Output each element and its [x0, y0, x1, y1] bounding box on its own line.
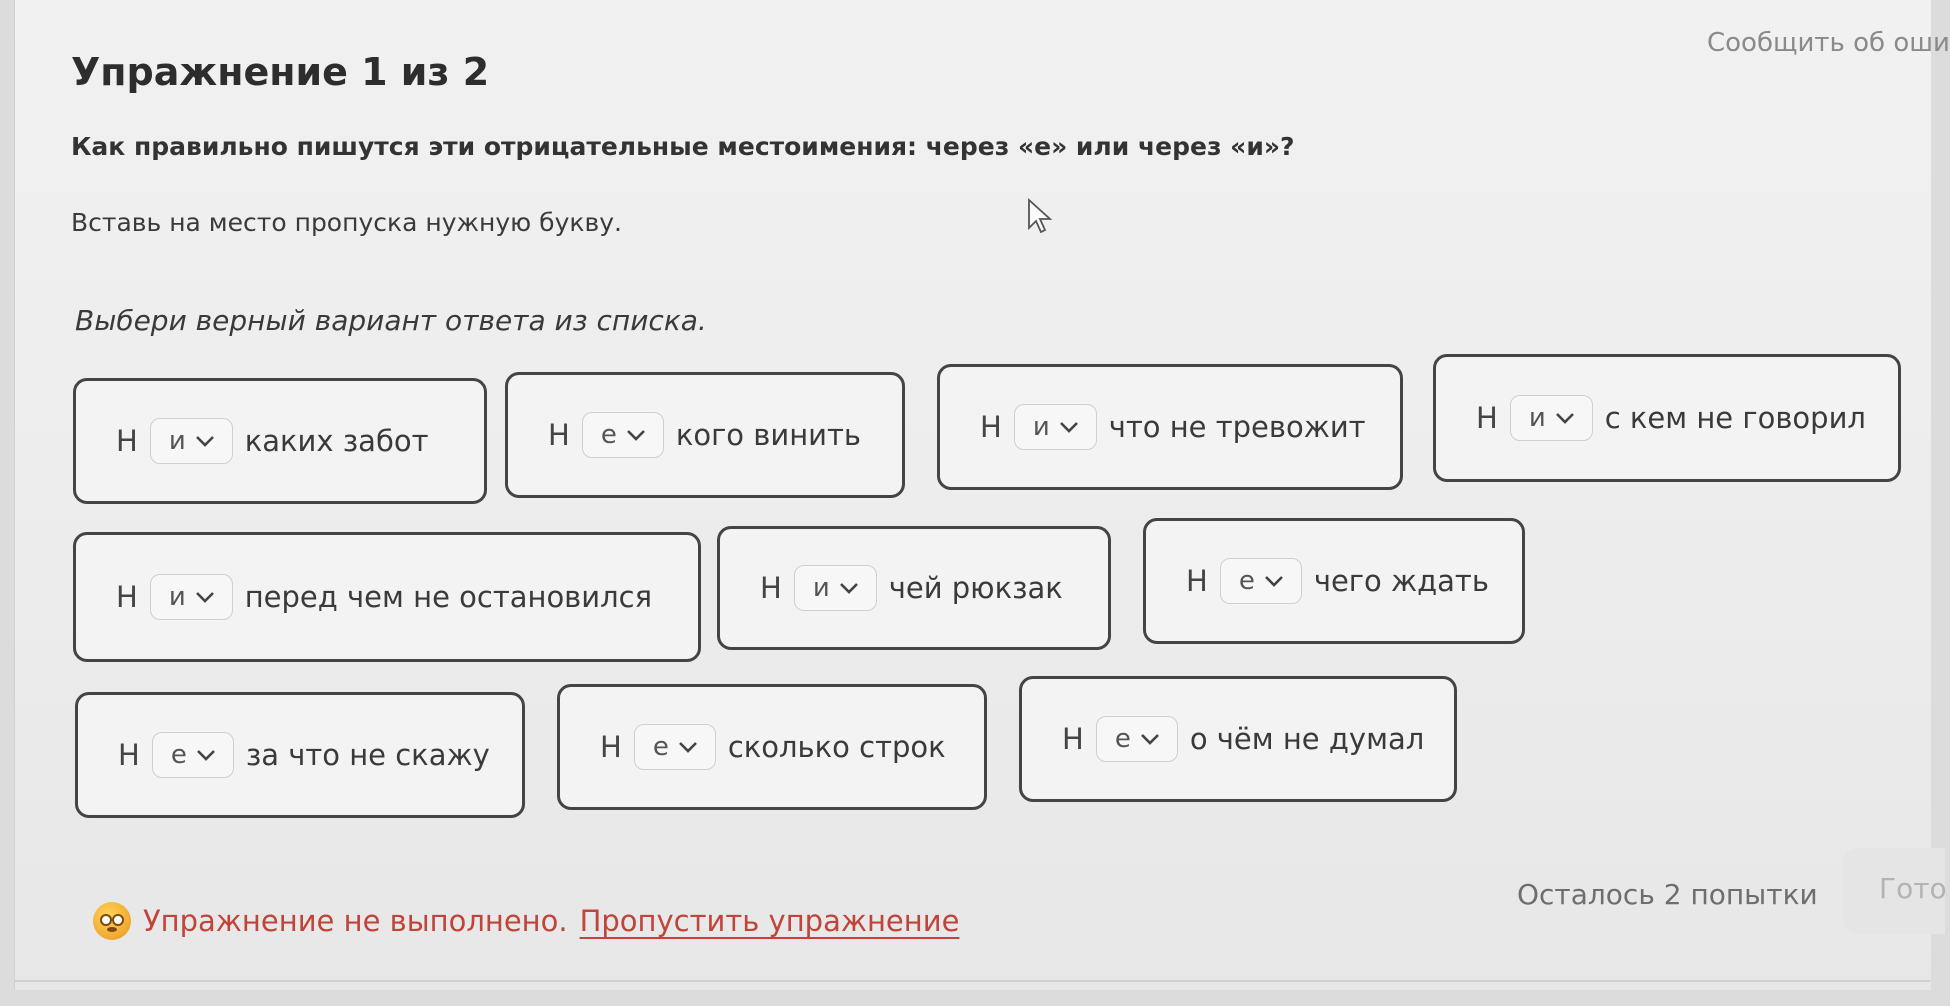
exercise-page	[14, 0, 1950, 990]
choose-hint: Выбери верный вариант ответа из списка.	[75, 304, 707, 337]
item-text: за что не скажу	[245, 738, 490, 772]
letter-dropdown[interactable]	[152, 732, 234, 778]
item-text: о чём не думал	[1189, 722, 1425, 756]
report-error-link[interactable]: Сообщить об оши	[1707, 28, 1950, 58]
item-text: что не тревожит	[1108, 410, 1366, 444]
letter-dropdown[interactable]	[634, 724, 716, 770]
item-card	[1019, 676, 1457, 802]
item-card	[557, 684, 987, 810]
item-card	[937, 364, 1403, 490]
attempts-left: Осталось 2 попытки	[1517, 878, 1818, 911]
letter-dropdown[interactable]	[150, 418, 233, 464]
item-text: сколько строк	[727, 730, 946, 764]
item-prefix: Н	[118, 738, 140, 772]
item-prefix: Н	[548, 418, 570, 452]
chevron-down-icon	[1554, 411, 1576, 425]
item-text: кого винить	[675, 418, 861, 452]
item-card	[505, 372, 905, 498]
item-text: чего ждать	[1313, 564, 1489, 598]
status-bar	[93, 902, 959, 940]
chevron-down-icon	[194, 590, 216, 604]
item-text: каких забот	[244, 424, 429, 458]
item-prefix: Н	[600, 730, 622, 764]
dropdown-value: е	[170, 740, 187, 770]
sad-face-icon	[93, 902, 131, 940]
status-text: Упражнение не выполнено.	[143, 904, 568, 938]
item-card	[717, 526, 1111, 650]
chevron-down-icon	[1263, 574, 1285, 588]
dropdown-value: е	[1114, 724, 1131, 754]
item-prefix: Н	[1186, 564, 1208, 598]
dropdown-value: и	[1528, 403, 1546, 433]
item-text: перед чем не остановился	[244, 580, 653, 614]
dropdown-value: и	[1032, 412, 1050, 442]
item-prefix: Н	[1062, 722, 1084, 756]
item-prefix: Н	[116, 580, 138, 614]
letter-dropdown[interactable]	[1220, 558, 1302, 604]
letter-dropdown[interactable]	[794, 565, 877, 611]
dropdown-value: и	[168, 426, 186, 456]
item-card	[1143, 518, 1525, 644]
item-card	[75, 692, 525, 818]
skip-exercise-link[interactable]: Пропустить упражнение	[579, 904, 960, 938]
task-question: Как правильно пишутся эти отрицательные местоимения: через «е» или через «и»?	[71, 132, 1295, 161]
letter-dropdown[interactable]	[582, 412, 664, 458]
task-instruction: Вставь на место пропуска нужную букву.	[71, 208, 622, 237]
dropdown-value: е	[1238, 566, 1255, 596]
item-card	[73, 378, 487, 504]
dropdown-value: е	[652, 732, 669, 762]
item-card	[1433, 354, 1901, 482]
chevron-down-icon	[1058, 420, 1080, 434]
item-text: чей рюкзак	[888, 571, 1063, 605]
chevron-down-icon	[838, 581, 860, 595]
dropdown-value: е	[600, 420, 617, 450]
letter-dropdown[interactable]	[1510, 395, 1593, 441]
item-prefix: Н	[980, 410, 1002, 444]
mouse-cursor-icon	[1027, 198, 1053, 234]
letter-dropdown[interactable]	[150, 574, 233, 620]
letter-dropdown[interactable]	[1014, 404, 1097, 450]
divider	[14, 980, 1930, 982]
page-title: Упражнение 1 из 2	[71, 50, 490, 94]
letter-dropdown[interactable]	[1096, 716, 1178, 762]
chevron-down-icon	[194, 434, 216, 448]
chevron-down-icon	[677, 740, 699, 754]
dropdown-value: и	[168, 582, 186, 612]
chevron-down-icon	[195, 748, 217, 762]
dropdown-value: и	[812, 573, 830, 603]
item-prefix: Н	[760, 571, 782, 605]
chevron-down-icon	[625, 428, 647, 442]
item-prefix: Н	[116, 424, 138, 458]
item-card	[73, 532, 701, 662]
item-prefix: Н	[1476, 401, 1498, 435]
chevron-down-icon	[1139, 732, 1161, 746]
item-text: с кем не говорил	[1604, 401, 1866, 435]
done-button[interactable]: Гото	[1843, 848, 1945, 934]
